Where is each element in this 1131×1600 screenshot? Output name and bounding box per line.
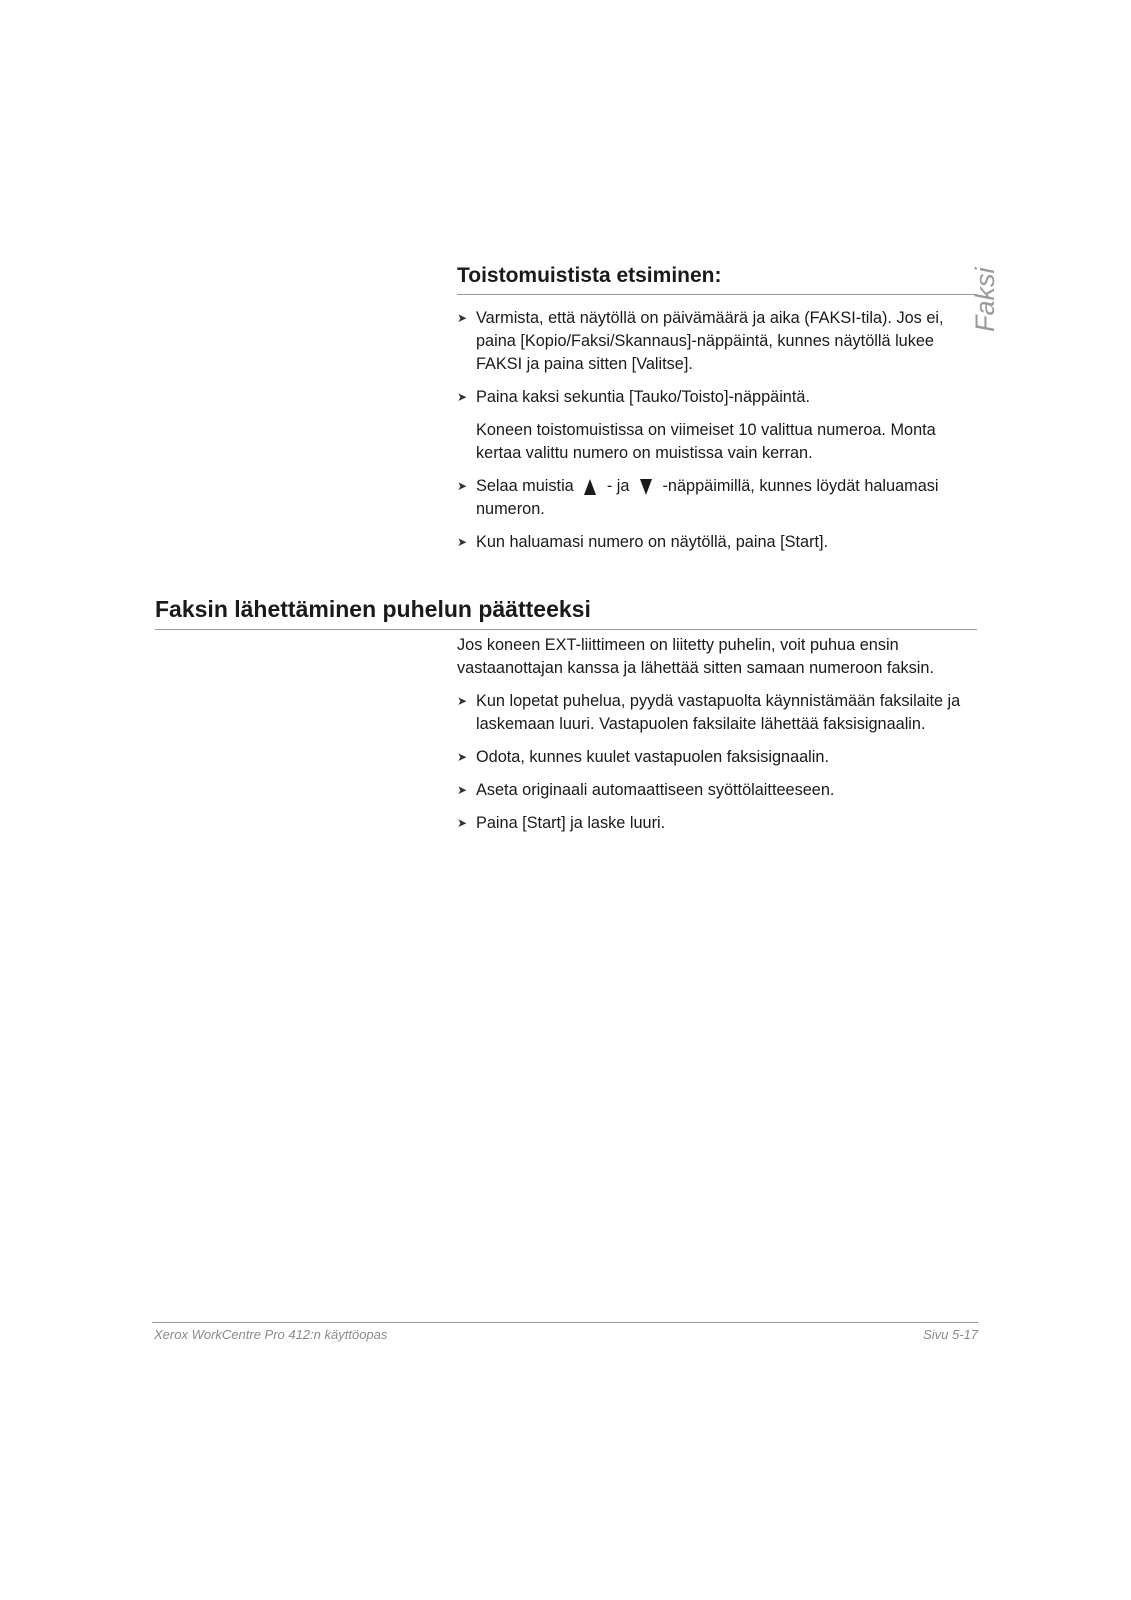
list-item xyxy=(457,779,980,802)
bullet-arrow-icon: ➤ xyxy=(457,816,468,830)
list-item-text: Aseta originaali automaattiseen syöttölaitteeseen. xyxy=(476,781,835,799)
bullet-arrow-icon: ➤ xyxy=(457,750,468,764)
bullet-arrow-icon: ➤ xyxy=(457,311,468,325)
list-item xyxy=(457,531,980,554)
bullet-arrow-icon: ➤ xyxy=(457,479,468,493)
list-item xyxy=(457,746,980,769)
up-arrow-key-icon xyxy=(584,479,596,495)
bullet-arrow-icon: ➤ xyxy=(457,390,468,404)
section-fax-after-call-body xyxy=(457,634,980,845)
list-item xyxy=(457,812,980,835)
footer-page-number: Sivu 5-17 xyxy=(923,1327,978,1342)
note-paragraph: Koneen toistomuistissa on viimeiset 10 valittua numeroa. Monta kertaa valittu numero on muistissa vain kerran. xyxy=(476,421,936,462)
footer-manual-title: Xerox WorkCentre Pro 412:n käyttöopas xyxy=(154,1327,388,1342)
list-item-text: Odota, kunnes kuulet vastapuolen faksisignaalin. xyxy=(476,748,829,766)
bullet-arrow-icon: ➤ xyxy=(457,783,468,797)
bullet-arrow-icon: ➤ xyxy=(457,694,468,708)
scroll-text-part1: Selaa muistia xyxy=(476,477,574,495)
scroll-text-part3: -näppäimillä, kunnes löydät haluamasi numeron. xyxy=(476,477,939,518)
list-item-text: Kun lopetat puhelua, pyydä vastapuolta käynnistämään faksilaite ja laskemaan luuri. Vastapuolen faksilaite lähettää faksisignaalin. xyxy=(476,692,961,733)
list-item-text: Paina [Start] ja laske luuri. xyxy=(476,814,666,832)
bullet-arrow-icon: ➤ xyxy=(457,535,468,549)
footer-divider xyxy=(152,1322,978,1323)
down-arrow-key-icon xyxy=(640,479,652,495)
list-item xyxy=(457,475,980,521)
list-item-text: Varmista, että näytöllä on päivämäärä ja aika (FAKSI-tila). Jos ei, paina [Kopio/Faksi/Skannaus]-näppäintä, kunnes näytöllä lukee FAKSI ja paina sitten [Valitse]. xyxy=(476,309,944,373)
list-item xyxy=(457,386,980,409)
section-heading-fax-after-call: Faksin lähettäminen puhelun päätteeksi xyxy=(155,596,977,630)
section-redial-search-body xyxy=(457,307,980,564)
list-item xyxy=(457,307,980,376)
intro-paragraph: Jos koneen EXT-liittimeen on liitetty puhelin, voit puhua ensin vastaanottajan kanssa ja lähettää sitten samaan numeroon faksin. xyxy=(457,636,934,677)
section-heading-redial-search: Toistomuistista etsiminen: xyxy=(457,264,977,295)
scroll-text-part2: - ja xyxy=(606,477,630,495)
list-item-text: Paina kaksi sekuntia [Tauko/Toisto]-näppäintä. xyxy=(476,388,810,406)
list-item xyxy=(457,690,980,736)
list-item-text: Kun haluamasi numero on näytöllä, paina [Start]. xyxy=(476,533,829,551)
side-tab-faksi: Faksi xyxy=(970,267,1000,332)
